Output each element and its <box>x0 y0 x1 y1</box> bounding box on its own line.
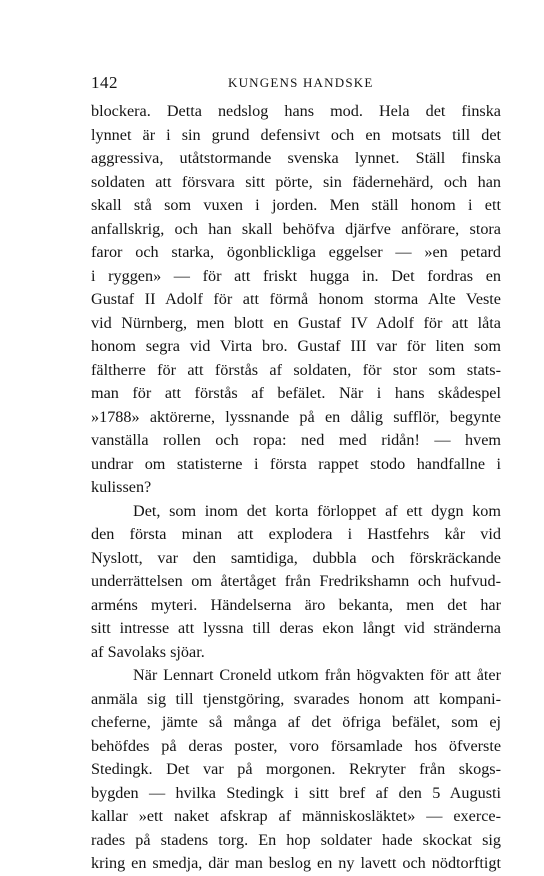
text-line: blockera. Detta nedslog hans mod. Hela det finska <box>91 102 501 120</box>
text-line: cheferne, jämte så många af det öfriga befälet, som ej <box>91 713 501 731</box>
text-line: af Savolaks sjöar. <box>91 642 205 661</box>
text-line: behöfdes på deras poster, voro församlade hos öfverste <box>91 736 501 755</box>
text-line: anfallskrig, och han skall behöfva djärfve anförare, stora <box>91 219 501 238</box>
text-line: vanställa rollen och ropa: ned med ridån! — hvem <box>91 431 501 449</box>
text-line: faror och starka, ögonblickliga eggelser — »en petard <box>91 243 501 261</box>
page-header <box>91 73 501 97</box>
text-line: skall stå som vuxen i jorden. Men ställ honom i ett <box>91 196 501 214</box>
text-line: »1788» aktörerne, lyssnande på en dålig sufflör, begynte <box>91 407 501 426</box>
text-line: anmäla sig till tjenstgöring, svarades honom att kompani- <box>91 689 501 708</box>
text-line: lynnet är i sin grund defensivt och en motsats till det <box>91 125 501 144</box>
text-line: Nyslott, var den samtidiga, dubbla och förskräckande <box>91 548 501 567</box>
text-line: i ryggen» — för att friskt hugga in. Det fordras en <box>91 266 501 285</box>
body-text <box>91 100 501 876</box>
text-line: När Lennart Croneld utkom från högvakten för att åter <box>133 666 501 684</box>
running-title: KUNGENS HANDSKE <box>228 75 374 90</box>
text-line: fältherre för att förstås af soldaten, för stor som stats- <box>91 360 501 379</box>
text-line: sitt intresse att lyssna till deras ekon långt vid stränderna <box>91 619 501 637</box>
text-line: kallar »ett naket afskrap af människosläktet» — exerce- <box>91 807 501 825</box>
text-line: bygden — hvilka Stedingk i sitt bref af den 5 Augusti <box>91 783 501 802</box>
text-line: den första minan att explodera i Hastfehrs kår vid <box>91 525 501 543</box>
text-line: arméns myteri. Händelserna äro bekanta, men det har <box>91 595 501 614</box>
text-line: rades på stadens torg. En hop soldater hade skockat sig <box>91 830 501 849</box>
text-line: man för att förstås af befälet. När i hans skådespel <box>91 384 501 402</box>
text-line: aggressiva, utåtstormande svenska lynnet. Ställ finska <box>91 149 501 167</box>
text-line: kulissen? <box>91 478 152 496</box>
text-line: Gustaf II Adolf för att förmå honom storma Alte Veste <box>91 290 501 308</box>
text-line: undrar om statisterne i första rappet stodo handfallne i <box>91 454 501 473</box>
text-line: Stedingk. Det var på morgonen. Rekryter från skogs- <box>91 760 501 778</box>
text-line: underrättelsen om återtåget från Fredrikshamn och hufvud- <box>91 572 501 590</box>
text-line: honom segra vid Virta bro. Gustaf III var för liten som <box>91 337 501 355</box>
text-line: soldaten att försvara sitt pörte, sin fädernehärd, och han <box>91 172 501 191</box>
text-line: vid Nürnberg, men blott en Gustaf IV Adolf för att låta <box>91 313 501 332</box>
text-line: kring en smedja, där man beslog en ny lavett och nödtorftigt <box>91 854 501 872</box>
text-line: Det, som inom det korta förloppet af ett dygn kom <box>133 501 501 520</box>
page-number: 142 <box>91 73 118 92</box>
